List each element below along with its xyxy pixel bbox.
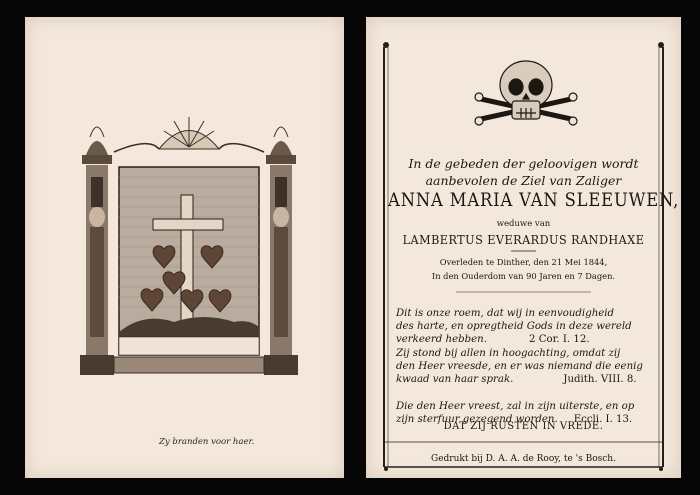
scripture-verse-2 <box>396 347 658 386</box>
verse-text: kwaad van haar sprak. <box>396 374 514 385</box>
widow-of-label: weduwe van <box>496 219 551 229</box>
cross-and-hearts-engraving <box>74 107 304 377</box>
age-line: In den Ouderdom van 90 Jaren en 7 Dagen. <box>431 271 616 281</box>
verse-text: verkeerd hebben. <box>396 334 487 345</box>
verse-line: Die den Heer vreest, zal in zijn uiterste, en op <box>396 401 635 412</box>
intro-line-1: In de gebeden der geloovigen wordt <box>408 156 639 171</box>
scripture-verse-1 <box>396 307 658 346</box>
inner-scene <box>119 167 259 355</box>
left-pillar <box>80 127 114 375</box>
verse-reference: 2 Cor. I. 12. <box>528 334 590 345</box>
verse-line <box>396 333 658 346</box>
sunburst-ornament <box>114 117 264 152</box>
verse-reference: Judith. VIII. 8. <box>563 374 637 385</box>
printer-credit: Gedrukt bij D. A. A. de Rooy, te 's Bosch. <box>431 454 616 464</box>
verse-text: zijn sterfuur gezegend worden. <box>396 414 558 425</box>
verse-reference: Eccli. I. 13. <box>573 414 633 425</box>
memorial-text-card <box>366 17 681 478</box>
spouse-name: LAMBERTUS EVERARDUS RANDHAXE <box>402 232 645 247</box>
skull-and-crossbones-icon <box>475 61 577 125</box>
intro-line-2: aanbevolen de Ziel van Zaliger <box>425 173 622 188</box>
verse-line: des harte, en opregtheid Gods in deze wereld <box>396 321 632 332</box>
verse-line <box>396 373 658 386</box>
deceased-name: ANNA MARIA VAN SLEEUWEN, <box>388 189 680 211</box>
closing-prayer: DAT ZIJ RUSTEN IN VREDE. <box>443 421 604 432</box>
death-date-line: Overleden te Dinther, den 21 Mei 1844, <box>439 257 608 267</box>
verse-line: den Heer vreesde, en er was niemand die eenig <box>396 361 643 372</box>
picture-caption: Zy branden voor haer. <box>159 437 255 447</box>
verse-line: Zij stond bij allen in hoogachting, omdat zij <box>396 348 621 359</box>
devotional-picture-card <box>25 17 344 478</box>
engraved-frame <box>74 107 304 447</box>
verse-line: Dit is onze roem, dat wij in eenvoudigheid <box>396 308 615 319</box>
right-pillar <box>264 127 298 375</box>
